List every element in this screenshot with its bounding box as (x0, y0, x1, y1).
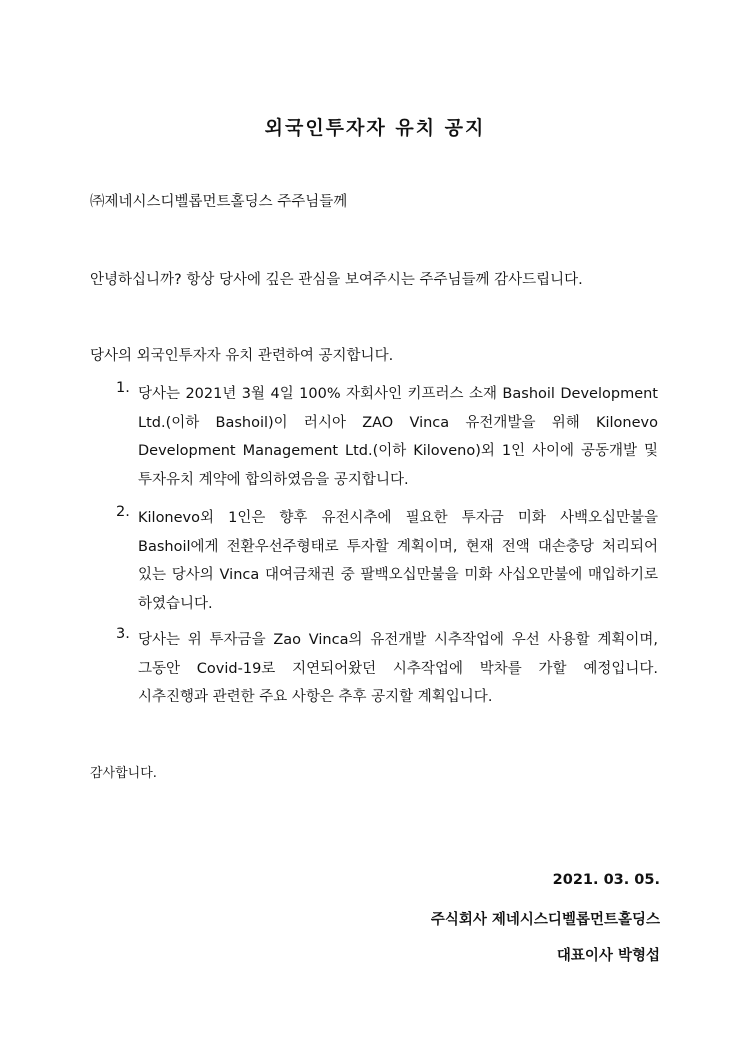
item-number: 3. (116, 626, 130, 642)
item-number: 2. (116, 504, 130, 520)
signature-company: 주식회사 제네시스디벨롭먼트홀딩스 (430, 912, 660, 928)
greeting: 안녕하십니까? 항상 당사에 깊은 관심을 보여주시는 주주님들께 감사드립니다. (90, 272, 583, 288)
item-text: 당사는 2021년 3월 4일 100% 자회사인 키프러스 소재 Bashoil Development Ltd.(이하 Bashoil)이 러시아 ZAO Vinca 유전개발을 위해 Kilonevo Development Management Ltd.(이하 Kiloveno)외 1인 사이에 공동개발 및 투자유치 계약에 합의하였음을 공지합니다. (138, 386, 658, 488)
signature-date: 2021. 03. 05. (552, 872, 660, 888)
item-text: Kilonevo외 1인은 향후 유전시추에 필요한 투자금 미화 사백오십만불을 Bashoil에게 전환우선주형태로 투자할 계획이며, 현재 전액 대손충당 처리되어 있는 당사의 Vinca 대여금채권 중 팔백오십만불을 미화 사십오만불에 매입하기로 하였습니다. (138, 510, 658, 612)
list-item (0, 504, 658, 618)
list-item (0, 380, 658, 494)
item-text: 당사는 위 투자금을 Zao Vinca의 유전개발 시추작업에 우선 사용할 계획이며, 그동안 Covid-19로 지연되어왔던 시추작업에 박차를 가할 예정입니다. 시추진행과 관련한 주요 사항은 추후 공지할 계획입니다. (138, 632, 658, 705)
intro-paragraph: 당사의 외국인투자자 유치 관련하여 공지합니다. (90, 348, 394, 364)
closing-text: 감사합니다. (90, 766, 157, 781)
salutation: ㈜제네시스디벨롭먼트홀딩스 주주님들께 (90, 194, 348, 210)
document-title: 외국인투자자 유치 공지 (264, 117, 486, 139)
item-number: 1. (116, 380, 130, 396)
signature-representative: 대표이사 박형섭 (556, 948, 660, 964)
list-item (0, 626, 658, 712)
